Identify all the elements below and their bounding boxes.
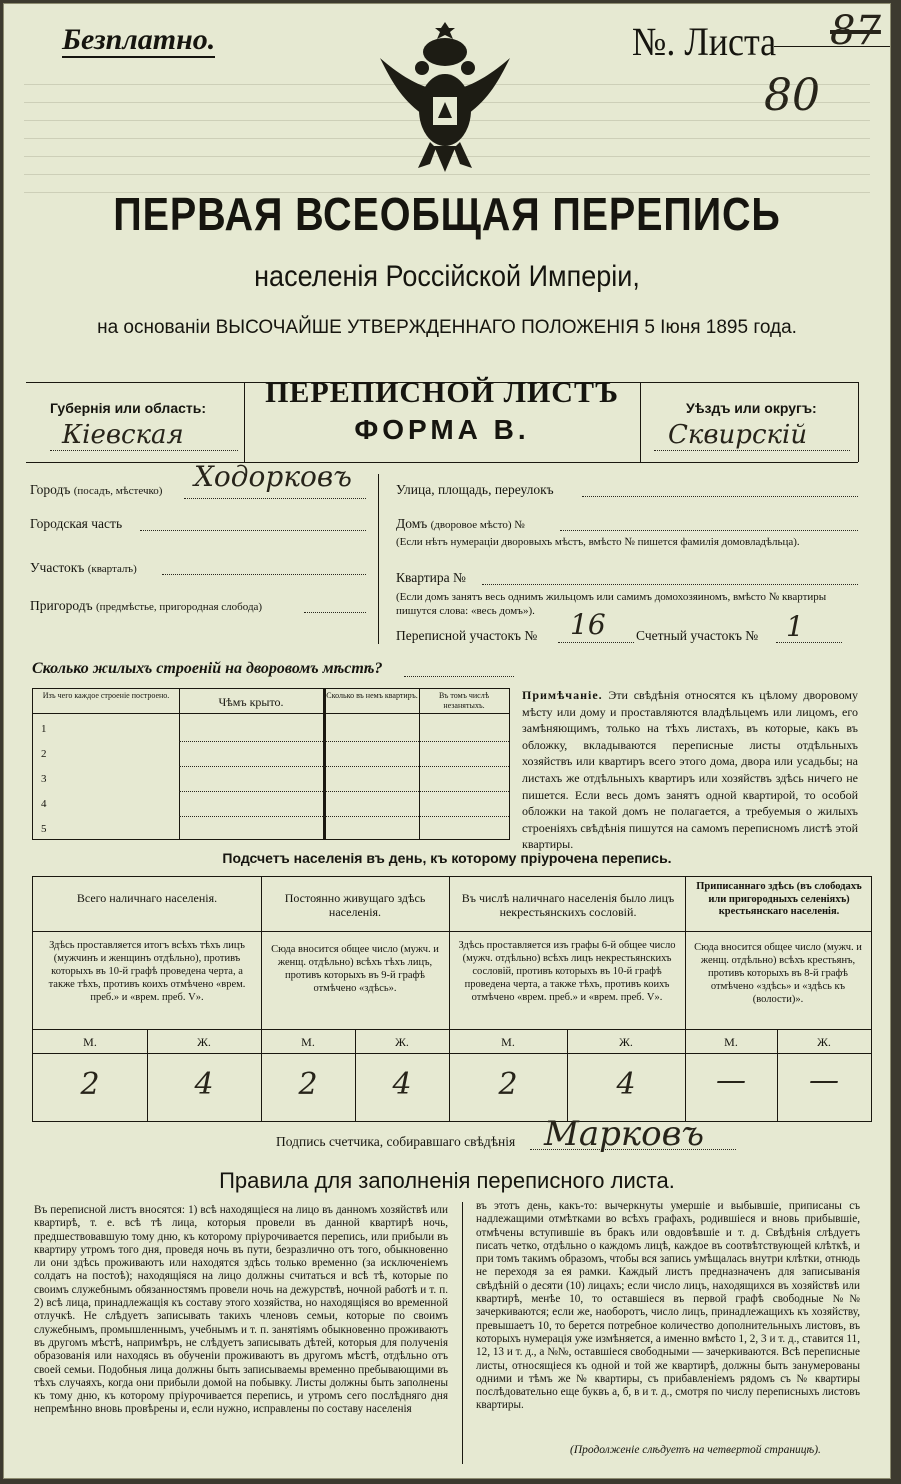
pop-permanent-m-label: М. xyxy=(301,1035,315,1049)
city-label-text: Городъ xyxy=(30,482,71,497)
suburb-label xyxy=(30,598,262,614)
district-value: Сквирскій xyxy=(668,420,808,450)
census-subtitle: населенія Россійской Имперіи, xyxy=(254,260,640,293)
buildings-col-apartments: Сколько въ немъ квартиръ. xyxy=(326,691,418,700)
pop-peasant-m-value: — xyxy=(716,1063,746,1098)
street-line xyxy=(582,496,858,497)
sheet-number-value: 80 xyxy=(764,70,820,121)
buildings-row-1: 1 xyxy=(41,723,47,735)
province-label: Губернія или область: xyxy=(50,400,207,416)
buildings-col-material: Изъ чего каждое строеніе построено. xyxy=(42,691,170,700)
pop-col-nonpeasant-title: Въ числѣ наличнаго населенія было лицъ некрестьянскихъ сословій. xyxy=(461,891,675,919)
pop-col-peasant-desc: Сюда вносится общее число (мужч. и женщ. отдѣльно) всѣхъ крестьянъ, противъ которыхъ въ 8-й графѣ отмѣчено «здѣсь» и «здѣсь къ (волости)». xyxy=(694,942,862,1005)
signature-value: Марковъ xyxy=(544,1114,705,1154)
pop-nonpeasant-f-value: 4 xyxy=(616,1067,636,1102)
city-part-line xyxy=(140,530,366,531)
pop-total-f-label: Ж. xyxy=(197,1035,211,1049)
pop-total-f-value: 4 xyxy=(194,1067,214,1102)
pop-col-total-desc: Здѣсь проставляется итогъ всѣхъ тѣхъ лицъ (мужчинъ и женщинъ отдѣльно), противъ которыхъ въ 10-й графѣ проведена черта, а также тѣхъ, противъ коихъ отмѣчено «врем. преб.» и «врем. преб. V». xyxy=(48,940,246,1003)
precinct-label xyxy=(30,560,137,576)
pop-permanent-m-value: 2 xyxy=(298,1067,318,1102)
census-area-line xyxy=(558,642,634,643)
buildings-question-line xyxy=(404,676,514,677)
signature-line xyxy=(530,1149,736,1150)
pop-total-m-value: 2 xyxy=(80,1067,100,1102)
pop-col-total-title: Всего наличнаго населенія. xyxy=(76,891,218,905)
apartment-line xyxy=(482,584,858,585)
pop-permanent-f-label: Ж. xyxy=(395,1035,409,1049)
city-hint: (посадъ, мѣстечко) xyxy=(73,485,163,497)
rules-continuation: (Продолженіе слѣдуетъ на четвертой страницѣ). xyxy=(570,1444,821,1456)
buildings-rule-2 xyxy=(179,766,509,767)
pop-col-permanent-title: Постоянно живущаго здѣсь населенія. xyxy=(284,891,426,919)
count-area-value: 1 xyxy=(786,610,804,643)
rules-heading: Правила для заполненія переписного листа. xyxy=(219,1168,675,1193)
note-text: Эти свѣдѣнія относятся къ цѣлому дворовому мѣсту или дому и проставляются владѣльцемъ или лицомъ, его замѣняющимъ, только на тѣхъ листахъ, въ которые, какъ въ обложку, вкладываются переписные листы отдѣльныхъ хозяйствъ или квартиръ всего этого дома, двора или усадьбы; на листахъ же отдѣльныхъ квартиръ или хозяйствъ здѣсь ничего не пишется. Если весь домъ занятъ одной квартирой, то особой обложки на такой домъ не полагается, а требуемыя о жилыхъ строеніяхъ свѣдѣнія пишутся на самомъ переписномъ листѣ этой квартиры. xyxy=(522,688,858,852)
census-area-label: Переписной участокъ № xyxy=(396,628,538,643)
pop-title-rule xyxy=(33,931,871,932)
sheet-number-label: №. Листа xyxy=(632,19,777,64)
buildings-header-rule xyxy=(33,713,509,714)
house-hint: (дворовое мѣсто) № xyxy=(430,519,525,531)
city-label xyxy=(30,482,162,498)
suburb-label-text: Пригородъ xyxy=(30,598,93,613)
census-title: ПЕРВАЯ ВСЕОБЩАЯ ПЕРЕПИСЬ xyxy=(113,188,781,240)
pop-desc-rule xyxy=(33,1029,871,1030)
sheet-number-struck: 87 xyxy=(830,8,881,54)
buildings-row-4: 4 xyxy=(41,798,47,810)
form-name: ПЕРЕПИСНОЙ ЛИСТЪ xyxy=(265,376,619,409)
pop-total-m-label: М. xyxy=(83,1035,97,1049)
population-heading: Подсчетъ населенія въ день, къ которому пріурочена перепись. xyxy=(222,850,672,866)
census-area-value: 16 xyxy=(570,608,606,641)
city-part-label: Городская часть xyxy=(30,516,123,531)
form-box-bottom xyxy=(26,462,858,463)
free-label: Безплатно. xyxy=(62,23,216,56)
pop-col-nonpeasant-desc: Здѣсь проставляется изъ графы 6-й общее число (мужч. отдѣльно) всѣхъ лицъ некрестьянскихъ сословій, противъ которыхъ въ 10-й графѣ проведена черта, а также тѣхъ, противъ коихъ отмѣчено «врем. преб.» и «врем. преб. V». xyxy=(458,940,676,1003)
pop-nonpeasant-f-label: Ж. xyxy=(619,1035,633,1049)
pop-peasant-f-value: — xyxy=(809,1063,839,1098)
form-box-right-divider xyxy=(640,382,641,462)
rules-left-column: Въ переписной листъ вносятся: 1) всѣ находящіеся на лицо въ данномъ хозяйствѣ или квартирѣ, т. е. всѣ тѣ лица, которыя провели въ данной квартирѣ ночь, предшествовавшую тому дню, къ которому пріурочивается перепись, или прибыли въ квартиру утромъ того дня, проведя ночь въ пути, безразлично отъ того, обыкновенно ли они здѣсь проживаютъ или находятся здѣсь только временно (за исключеніемъ солдатъ на постоѣ); находящіяся на лицо должны считаться и всѣ тѣ, которые по своимъ служебнымъ обязанностямъ провели ночь на дежурствѣ, ночной работѣ и т. п. 2) всѣ лица, принадлежащія къ составу этого хозяйства, но находящіяся во временной отлучкѣ. Не слѣдуетъ записывать такихъ членовъ семьи, которые по своимъ служебнымъ, промышленнымъ, учебнымъ и т. п. занятіямъ обыкновенно проживаютъ въ другомъ мѣстѣ, напримѣръ, не слѣдуетъ записывать дѣтей, которыя для полученія образованія или находясь въ обученіи проживаютъ въ другомъ мѣстѣ, отдѣльно отъ своей семьи. Подобныя лица должны быть записываемы временно пребывающими въ тѣхъ случаяхъ, когда они прибыли домой на побывку. Листы должны быть заполнены къ тому дню, къ которому пріурочивается перепись, и утромъ сего послѣдняго дня непремѣнно вновь провѣрены и, если нужно, исправлены по составу населенія xyxy=(34,1204,448,1416)
buildings-row-5: 5 xyxy=(41,823,47,835)
pop-col-peasant-title: Приписаннаго здѣсь (въ слободахъ или пригородныхъ селеніяхъ) крестьянскаго населенія. xyxy=(696,881,862,917)
pop-col-permanent-desc: Сюда вносится общее число (мужч. и женщ. отдѣльно) всѣхъ тѣхъ лицъ, противъ которыхъ въ 9-й графѣ отмѣчено «здѣсь». xyxy=(271,944,439,994)
precinct-hint: (кварталъ) xyxy=(87,563,137,575)
pop-peasant-m-label: М. xyxy=(724,1035,738,1049)
buildings-note xyxy=(522,687,858,853)
city-value: Ходорковъ xyxy=(194,460,352,493)
note-heading: Примѣчаніе. xyxy=(522,688,603,702)
province-field-line xyxy=(50,450,238,451)
district-field-line xyxy=(654,450,850,451)
buildings-question: Сколько жилыхъ строеній на дворовомъ мѣстѣ? xyxy=(32,660,383,677)
buildings-col-vacant: Въ томъ числѣ незанятыхъ. xyxy=(438,691,490,710)
buildings-col-roof: Чѣмъ крыто. xyxy=(218,695,284,709)
house-label xyxy=(396,516,525,532)
suburb-hint: (предмѣстье, пригородная слобода) xyxy=(96,601,263,613)
house-line xyxy=(560,530,858,531)
rules-right-column: въ этотъ день, какъ-то: вычеркнуты умершіе и выбывшіе, приписаны съ надлежащими отмѣтками во всѣхъ графахъ, родившіеся и вновь прибывшіе, отмѣчены вступившіе въ бракъ или овдовѣвшіе и т. д. Свѣдѣнія слѣдуетъ писать четко, отдѣльно о каждомъ лицѣ, каждое въ соотвѣтствующей клѣткѣ, и при томъ такимъ образомъ, чтобы вся запись умѣщалась внутри клѣтки, отнюдь не переходя за ея рамки. Каждый листъ предназначенъ для записыванія свѣдѣній о десяти (10) лицахъ; если число лицъ, находящихся въ хозяйствѣ или квартирѣ, менѣе 10, то оставшіеся въ первой графѣ свободные №№ зачеркиваются; если же, наоборотъ, число лицъ, принадлежащихъ къ хозяйству, превышаетъ 10, то берется потребное количество дополнительныхъ листовъ, въ которыхъ нумерація уже измѣняется, а именно вмѣсто 1, 2, 3 и т. д., ставится 11, 12, 13 и т. д., а №№, оставшіеся свободными — зачеркиваются. Всѣ переписные листы, относящіеся къ одной и той же квартирѣ, должны быть занумерованы одними и тѣмъ же № квартиры, съ прибавленіемъ рядомъ съ № квартиры послѣдовательно еще буквъ а, б, в и т. д., смотря по числу переписныхъ листовъ квартиры. xyxy=(476,1200,860,1412)
census-basis: на основаніи ВЫСОЧАЙШЕ УТВЕРЖДЕННАГО ПОЛОЖЕНІЯ 5 Іюня 1895 года. xyxy=(97,317,797,338)
signature-label: Подпись счетчика, собиравшаго свѣдѣнія xyxy=(276,1134,516,1149)
imperial-eagle-emblem xyxy=(370,18,520,178)
rules-divider xyxy=(462,1202,463,1464)
buildings-row-3: 3 xyxy=(41,773,47,785)
address-divider xyxy=(378,474,379,644)
pop-sex-rule xyxy=(33,1053,871,1054)
apartment-label: Квартира № xyxy=(396,570,466,585)
count-area-line xyxy=(776,642,842,643)
buildings-row-2: 2 xyxy=(41,748,47,760)
street-label: Улица, площадь, переулокъ xyxy=(396,482,554,497)
buildings-rule-3 xyxy=(179,791,509,792)
pop-nonpeasant-m-label: М. xyxy=(501,1035,515,1049)
house-label-text: Домъ xyxy=(396,516,428,531)
form-box-right-edge xyxy=(858,382,859,462)
form-variant: ФОРМА В. xyxy=(354,414,530,445)
count-area-label: Счетный участокъ № xyxy=(636,628,759,643)
precinct-label-text: Участокъ xyxy=(30,560,85,575)
district-label: Уѣздъ или округъ: xyxy=(686,400,817,416)
suburb-line xyxy=(304,612,366,613)
precinct-line xyxy=(162,574,366,575)
pop-permanent-f-value: 4 xyxy=(392,1067,412,1102)
census-form-sheet xyxy=(4,4,890,1478)
province-value: Кіевская xyxy=(62,420,184,450)
population-table xyxy=(32,876,872,1122)
sheet-number-strike xyxy=(774,46,890,47)
city-field-line xyxy=(184,498,366,499)
buildings-rule-1 xyxy=(179,741,509,742)
buildings-rule-4 xyxy=(179,816,509,817)
buildings-table xyxy=(32,688,510,840)
pop-peasant-f-label: Ж. xyxy=(817,1035,831,1049)
apartment-note: (Если домъ занятъ весь однимъ жильцомъ или самимъ домохозяиномъ, вмѣсто № квартиры пишутся слова: «весь домъ»). xyxy=(396,591,827,617)
pop-nonpeasant-m-value: 2 xyxy=(498,1067,518,1102)
house-note: (Если нѣтъ нумераціи дворовыхъ мѣстъ, вмѣсто № пишется фамилія домовладѣльца). xyxy=(396,536,800,548)
